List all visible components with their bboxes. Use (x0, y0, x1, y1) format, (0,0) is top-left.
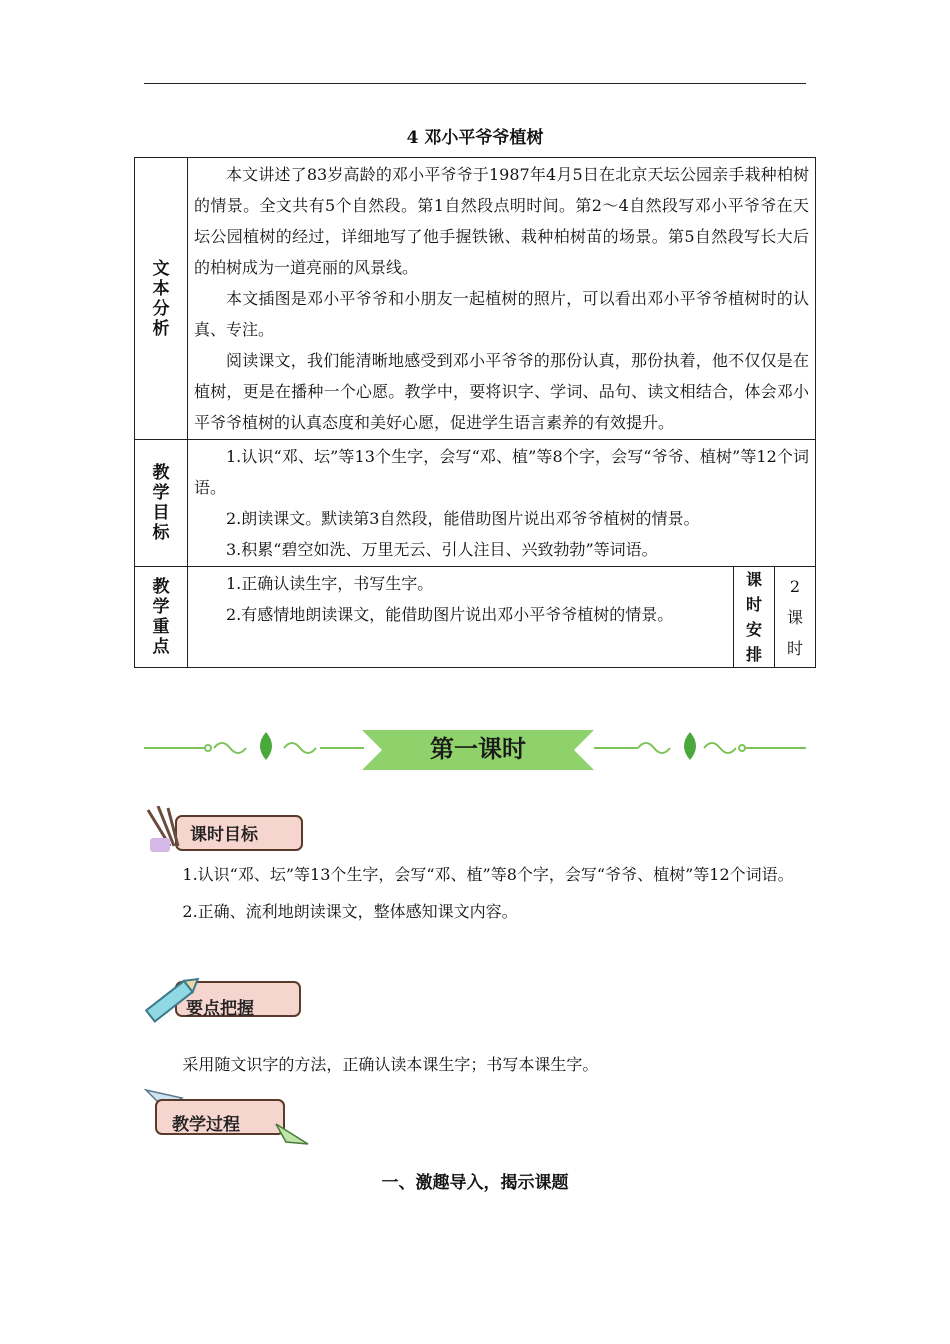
analysis-head: 文本分析 (135, 158, 188, 440)
banner-label: 第一课时 (430, 735, 526, 763)
goal-item: 2.朗读课文。默读第3自然段，能借助图片说出邓爷爷植树的情景。 (226, 509, 700, 528)
analysis-row (135, 158, 816, 440)
focus-row (135, 567, 816, 668)
paper-plane-icon (276, 1124, 308, 1144)
schedule-head: 课时安排 (734, 567, 775, 668)
key-points-text (144, 1046, 806, 1083)
analysis-body (188, 158, 816, 440)
key-points-badge-label: 要点把握 (186, 999, 254, 1019)
focus-item: 2.有感情地朗读课文，能借助图片说出邓小平爷爷植树的情景。 (226, 605, 674, 624)
analysis-paragraph: 本文讲述了83岁高龄的邓小平爷爷于1987年4月5日在北京天坛公园亲手栽种柏树的情景。全文共有5个自然段。第1自然段点明时间。第2～4自然段写邓小平爷爷在天坛公园植树的经过，详细地写了他手握铁锹、栽种柏树苗的场景。第5自然段写长大后的柏树成为一道亮丽的风景线。 (194, 165, 809, 277)
process-badge-label: 教学过程 (172, 1115, 240, 1135)
lesson-goal-item: 1.认识“邓、坛”等13个生字，会写“邓、植”等8个字，会写“爷爷、植树”等12个词语。 (182, 865, 794, 884)
goals-row (135, 440, 816, 567)
focus-head: 教学重点 (135, 567, 188, 668)
leaf-icon (684, 732, 696, 760)
header-rule (144, 83, 806, 84)
lesson-title: 4 邓小平爷爷植树 (406, 128, 544, 148)
key-points-paragraph: 采用随文识字的方法，正确认读本课生字；书写本课生字。 (182, 1055, 599, 1074)
lesson-goal-item: 2.正确、流利地朗读课文，整体感知课文内容。 (182, 902, 518, 921)
goals-head: 教学目标 (135, 440, 188, 567)
goals-body (188, 440, 816, 567)
section-heading: 一、激趣导入，揭示课题 (381, 1173, 569, 1193)
focus-item: 1.正确认读生字，书写生字。 (226, 574, 434, 593)
lesson-plan-table (134, 157, 816, 668)
lesson-goals-badge-label: 课时目标 (190, 825, 258, 845)
analysis-paragraph: 阅读课文，我们能清晰地感受到邓小平爷爷的那份认真，那份执着，他不仅仅是在植树，更是在播种一个心愿。教学中，要将识字、学词、品句、读文相结合，体会邓小平爷爷植树的认真态度和美好心愿，促进学生语言素养的有效提升。 (194, 351, 809, 432)
goal-item: 3.积累“碧空如洗、万里无云、引人注目、兴致勃勃”等词语。 (226, 540, 658, 559)
goal-item: 1.认识“邓、坛”等13个生字，会写“邓、植”等8个字，会写“爷爷、植树”等12个词语。 (194, 447, 809, 497)
analysis-paragraph: 本文插图是邓小平爷爷和小朋友一起植树的照片，可以看出邓小平爷爷植树时的认真、专注。 (194, 289, 809, 339)
focus-body (188, 567, 734, 668)
schedule-value: 2课时 (775, 567, 816, 668)
lesson-goals-text (144, 856, 806, 930)
lesson-banner (144, 726, 806, 774)
leaf-icon (260, 732, 272, 760)
